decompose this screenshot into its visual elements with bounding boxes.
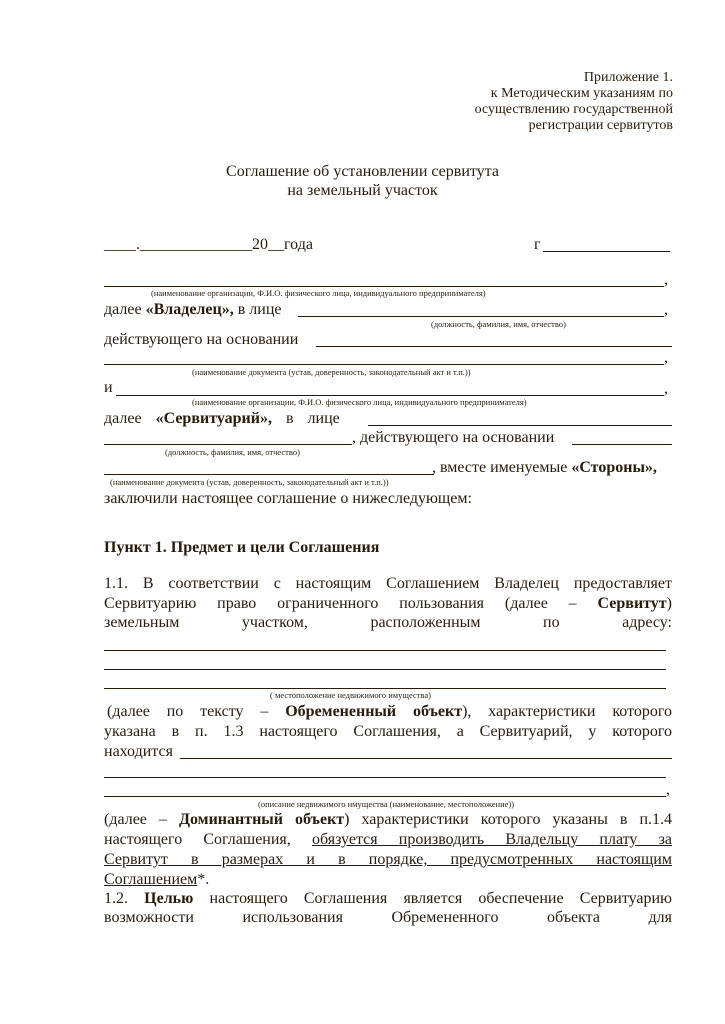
p1-line-2: Сервитуарию право ограниченного пользования (далее – Сервитут) — [104, 595, 672, 612]
header-line-3: осуществлению государственной — [474, 102, 673, 117]
location-blank-3 — [104, 688, 666, 689]
owner-org-blank — [104, 286, 664, 287]
p3-line-4: Соглашением*. — [104, 871, 210, 888]
dominant-blank-1 — [180, 758, 672, 759]
p2-line-1: (далее по тексту – Обремененный объект), характеристики которого — [107, 703, 673, 720]
owner-basis-blank — [316, 346, 672, 347]
p2-line-2: указана в п. 1.3 настоящего Соглашения, а Сервитуарий, у которого — [104, 723, 672, 740]
city-blank — [543, 251, 670, 252]
p4-line-2: возможности использования Обремененного объекта для — [104, 909, 672, 926]
p4-line-1: 1.2. Целью настоящего Соглашения является обеспечение Сервитуарию — [104, 890, 672, 907]
servitor-person-blank — [368, 425, 672, 426]
hint-doc: (наименование документа (устав, доверенность, законодательный акт и т.п.)) — [192, 367, 471, 377]
owner-org-comma: , — [664, 271, 668, 288]
location-blank-1 — [104, 650, 666, 651]
owner-basis-blank-2 — [104, 364, 664, 365]
p2-line-3: находится — [104, 743, 173, 760]
dominant-blank-3 — [104, 796, 666, 797]
hint-org: (наименование организации, Ф.И.О. физического лица, индивидуального предпринимателя) — [151, 288, 486, 298]
header-line-2: к Методическим указаниям по — [490, 86, 673, 101]
owner-person-comma: , — [664, 301, 668, 318]
header-line-4: регистрации сервитутов — [528, 118, 673, 133]
hint-description: (описание недвижимого имущества (наименование, местоположение)) — [258, 799, 515, 809]
document-title-line-1: Соглашение об установлении сервитута — [226, 163, 499, 180]
owner-label: далее «Владелец», в лице — [104, 301, 282, 318]
city-label: г — [534, 236, 541, 253]
dominant-comma: , — [666, 781, 670, 798]
together-label: , вместе именуемые «Стороны», — [432, 459, 657, 476]
hint-location: ( местоположение недвижимого имущества) — [270, 690, 431, 700]
p1-line-3: земельным участком, расположенным по адресу: — [104, 614, 672, 631]
p3-line-1: (далее – Доминантный объект) характеристики которого указаны в п.1.4 — [104, 811, 673, 828]
p3-line-3: Сервитут в размерах и в порядке, предусмотренных настоящим — [104, 851, 672, 868]
hint-position-2: (должность, фамилия, имя, отчество) — [165, 447, 300, 457]
owner-basis-label: действующего на основании — [104, 331, 299, 348]
p3-line-2: настоящего Соглашения, обязуется производить Владельцу плату за — [104, 831, 673, 848]
p1-line-1: 1.1. В соответствии с настоящим Соглашением Владелец предоставляет — [104, 575, 672, 592]
hint-doc-2: (наименование документа (устав, доверенность, законодательный акт и т.п.)) — [110, 477, 389, 487]
servitor-basis-label: , действующего на основании — [352, 429, 555, 446]
and-label: и — [104, 379, 113, 396]
hint-position: (должность, фамилия, имя, отчество) — [431, 319, 566, 329]
concluded-text: заключили настоящее соглашение о нижеследующем: — [104, 490, 472, 507]
header-line-1: Приложение 1. — [583, 70, 673, 85]
servitor-label: далее «Сервитуарий», в лице — [104, 410, 340, 427]
servitor-person-blank-2 — [104, 444, 352, 445]
owner-basis-comma: , — [664, 349, 668, 366]
date-field: ____.______________20__года — [104, 236, 313, 253]
owner-person-blank — [298, 316, 664, 317]
servitor-org-blank — [116, 395, 664, 396]
document-title-line-2: на земельный участок — [287, 182, 438, 199]
location-blank-2 — [104, 669, 666, 670]
servitor-org-comma: , — [664, 380, 668, 397]
servitor-basis-blank-2 — [104, 474, 434, 475]
servitor-basis-blank — [572, 444, 672, 445]
section-1-heading: Пункт 1. Предмет и цели Соглашения — [104, 539, 380, 556]
hint-org-2: (наименование организации, Ф.И.О. физического лица, индивидуального предпринимателя) — [192, 397, 527, 407]
dominant-blank-2 — [104, 777, 666, 778]
